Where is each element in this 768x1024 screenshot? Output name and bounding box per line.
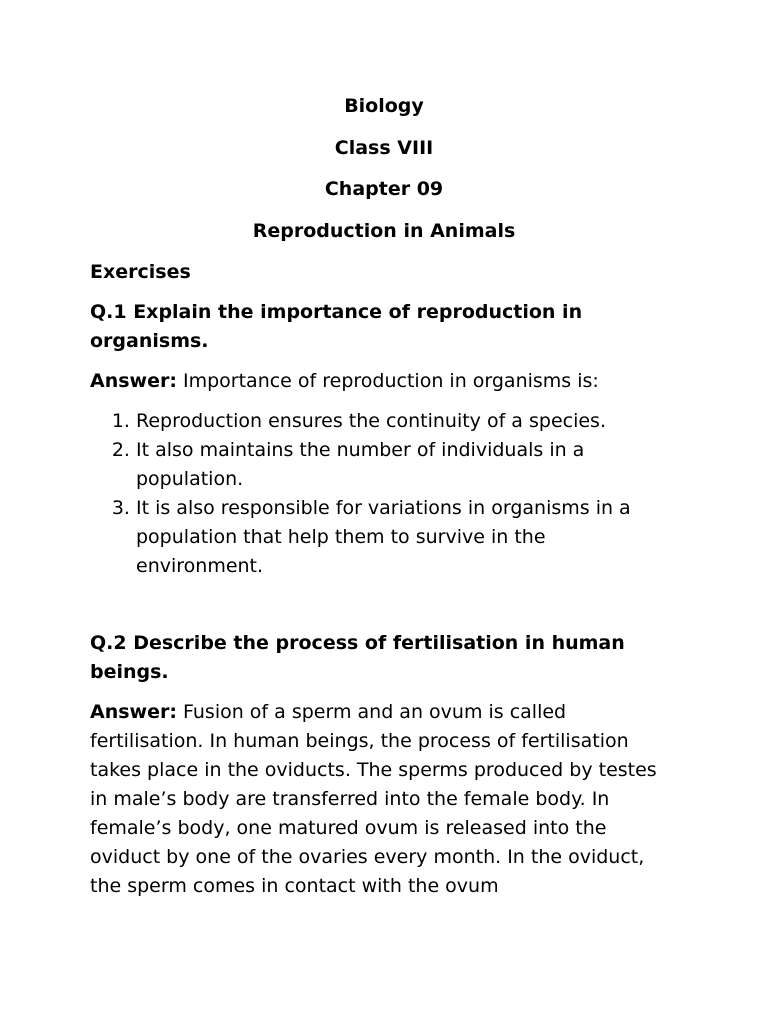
list-item: 1. Reproduction ensures the continuity of a species. bbox=[136, 407, 678, 436]
answer-text: Importance of reproduction in organisms is: bbox=[176, 370, 599, 392]
question-2: Q.2 Describe the process of fertilisation in human beings. bbox=[90, 632, 625, 683]
question-1: Q.1 Explain the importance of reproduction in organisms. bbox=[90, 301, 583, 352]
answer-label: Answer: bbox=[90, 701, 177, 723]
class-title: Class VIII bbox=[334, 137, 434, 159]
list-item: 3. It is also responsible for variations in organisms in a population that help them to survive in the environment. bbox=[136, 494, 678, 581]
chapter-name: Reproduction in Animals bbox=[252, 220, 516, 242]
answer-1-list bbox=[90, 407, 678, 581]
section-heading: Exercises bbox=[90, 261, 191, 283]
answer-text: Fusion of a sperm and an ovum is called fertilisation. In human beings, the process of fertilisation takes place in the oviducts. The sperms produced by testes in male’s body are transferred into the female body. In female’s body, one matured ovum is released into the oviduct by one of the ovaries every month. In the oviduct, the sperm comes in contact with the ovum bbox=[90, 701, 657, 897]
question-block-1 bbox=[90, 298, 678, 581]
answer-2 bbox=[90, 698, 678, 901]
answer-1 bbox=[90, 367, 678, 396]
chapter-title: Chapter 09 bbox=[324, 178, 444, 200]
subject-title: Biology bbox=[344, 95, 424, 117]
answer-label: Answer: bbox=[90, 370, 177, 392]
question-block-2 bbox=[90, 629, 678, 901]
list-item: 2. It also maintains the number of individuals in a population. bbox=[136, 436, 678, 494]
